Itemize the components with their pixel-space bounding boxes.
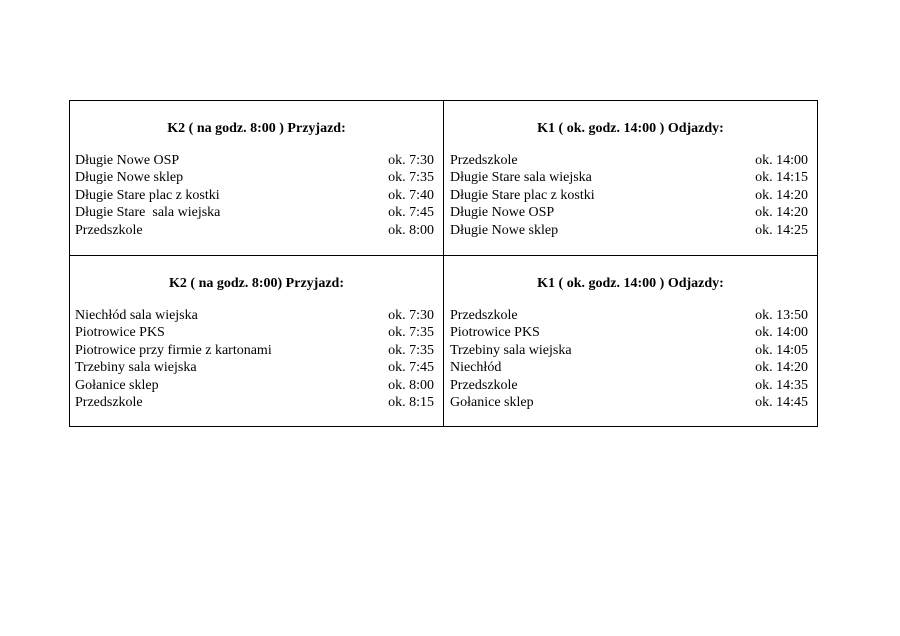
stop-name: Przedszkole — [75, 222, 143, 238]
stop-row — [75, 152, 434, 169]
stop-row — [450, 359, 808, 376]
schedule-title: K1 ( ok. godz. 14:00 ) Odjazdy: — [537, 276, 724, 291]
stop-time: ok. 14:00 — [755, 325, 808, 341]
stop-name: Długie Nowe OSP — [450, 205, 555, 221]
stop-name: Przedszkole — [450, 308, 518, 323]
stop-time: ok. 14:20 — [755, 205, 808, 221]
stop-time: ok. 14:45 — [755, 394, 808, 410]
schedule-k2-niechlod — [70, 256, 444, 426]
stop-time: ok. 7:40 — [388, 187, 434, 203]
stop-time: ok. 7:30 — [388, 308, 434, 323]
stop-row — [450, 222, 808, 239]
stop-row — [450, 307, 808, 324]
stop-name: Niechłód — [450, 360, 502, 376]
stop-row — [75, 359, 434, 376]
schedule-title: K2 ( na godz. 8:00) Przyjazd: — [169, 276, 344, 291]
stop-row — [450, 152, 808, 169]
schedule-k2-dlugie — [70, 101, 444, 256]
stop-time: ok. 7:35 — [388, 342, 434, 358]
stop-name: Trzebiny sala wiejska — [450, 342, 572, 358]
stop-name: Piotrowice PKS — [450, 325, 540, 341]
schedule-title: K1 ( ok. godz. 14:00 ) Odjazdy: — [537, 121, 724, 136]
stop-time: ok. 8:00 — [388, 222, 434, 238]
stop-time: ok. 8:15 — [388, 394, 434, 410]
stop-time: ok. 7:45 — [388, 360, 434, 376]
stop-name: Piotrowice przy firmie z kartonami — [75, 342, 272, 358]
stop-row — [450, 324, 808, 341]
stop-time: ok. 7:30 — [388, 153, 434, 168]
stop-list — [450, 152, 808, 239]
stop-time: ok. 7:35 — [388, 170, 434, 186]
stop-row — [75, 187, 434, 204]
stop-time: ok. 14:35 — [755, 377, 808, 393]
stop-row — [450, 377, 808, 394]
stop-list — [450, 307, 808, 411]
stop-row — [450, 204, 808, 221]
stop-row — [75, 307, 434, 324]
stop-row — [450, 187, 808, 204]
schedule-k1-niechlod — [444, 256, 817, 426]
stop-time: ok. 14:05 — [755, 342, 808, 358]
stop-list — [75, 307, 434, 411]
stop-time: ok. 14:00 — [755, 153, 808, 168]
stop-name: Długie Stare plac z kostki — [450, 187, 595, 203]
stop-row — [450, 169, 808, 186]
stop-row — [75, 204, 434, 221]
stop-list — [75, 152, 434, 239]
stop-time: ok. 7:35 — [388, 325, 434, 341]
stop-row — [75, 222, 434, 239]
stop-name: Przedszkole — [75, 394, 143, 410]
stop-time: ok. 14:25 — [755, 222, 808, 238]
schedule-table — [69, 100, 818, 427]
stop-row — [75, 324, 434, 341]
stop-time: ok. 14:20 — [755, 187, 808, 203]
stop-name: Długie Nowe sklep — [75, 170, 184, 186]
stop-row — [75, 394, 434, 411]
stop-time: ok. 14:15 — [755, 170, 808, 186]
stop-row — [75, 169, 434, 186]
stop-name: Piotrowice PKS — [75, 325, 165, 341]
stop-name: Trzebiny sala wiejska — [75, 360, 197, 376]
stop-row — [75, 377, 434, 394]
stop-time: ok. 7:45 — [388, 205, 434, 221]
stop-time: ok. 13:50 — [755, 308, 808, 323]
stop-name: Długie Nowe OSP — [75, 153, 180, 168]
stop-name: Przedszkole — [450, 377, 518, 393]
stop-row — [450, 342, 808, 359]
stop-time: ok. 8:00 — [388, 377, 434, 393]
stop-name: Długie Stare plac z kostki — [75, 187, 220, 203]
stop-name: Gołanice sklep — [450, 394, 534, 410]
stop-row — [450, 394, 808, 411]
schedule-title: K2 ( na godz. 8:00 ) Przyjazd: — [167, 121, 346, 136]
stop-name: Długie Nowe sklep — [450, 222, 559, 238]
stop-name: Gołanice sklep — [75, 377, 159, 393]
stop-name: Przedszkole — [450, 153, 518, 168]
stop-name: Długie Stare sala wiejska — [450, 170, 592, 186]
schedule-k1-dlugie — [444, 101, 817, 256]
stop-time: ok. 14:20 — [755, 360, 808, 376]
stop-name: Długie Stare sala wiejska — [75, 205, 221, 221]
stop-row — [75, 342, 434, 359]
stop-name: Niechłód sala wiejska — [75, 308, 198, 323]
